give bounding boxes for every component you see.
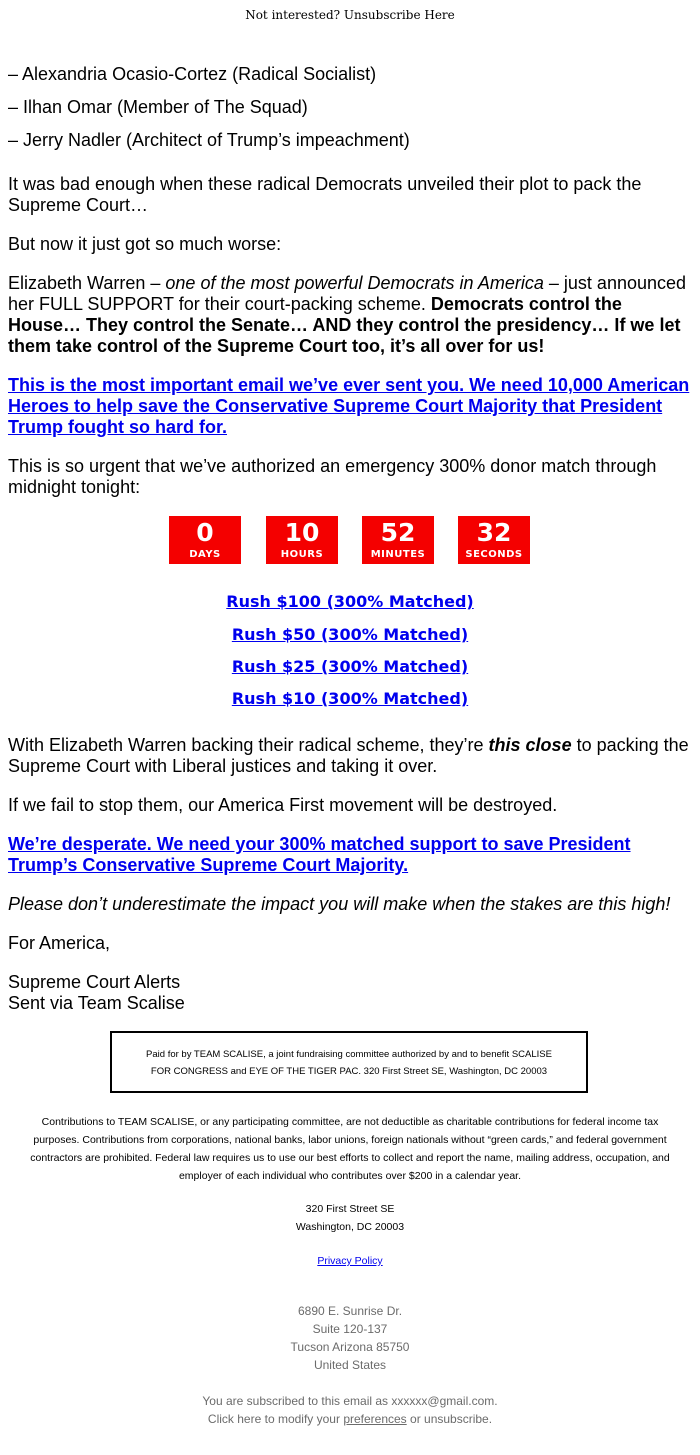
text: .: [494, 1394, 498, 1408]
donate-50-link[interactable]: Rush $50 (300% Matched): [231, 625, 469, 644]
countdown-minutes: [362, 516, 434, 564]
bold-text: Democrats control the: [430, 294, 622, 314]
text: – just announced: [543, 273, 687, 293]
paragraph-line: House… They control the Senate… AND they control the presidency… If we let: [8, 315, 681, 335]
support-appeal-link[interactable]: Trump’s Conservative Supreme Court Majority.: [8, 855, 409, 875]
text: Click here to modify your: [207, 1412, 344, 1426]
disclaimer-line: purposes. Contributions from corporations, national banks, labor unions, foreign nationals without “green cards,” and federal government: [33, 1134, 667, 1146]
paragraph: But now it just got so much worse:: [8, 234, 282, 254]
paid-for-line: FOR CONGRESS and EYE OF THE TIGER PAC. 320 First Street SE, Washington, DC 20003: [150, 1066, 548, 1077]
text: or unsubscribe.: [406, 1412, 493, 1426]
paragraph-line: [8, 273, 692, 294]
privacy-row: [0, 1252, 700, 1270]
support-appeal-link[interactable]: We’re desperate. We need your 300% matched support to save President: [8, 834, 631, 854]
paragraph-line: Supreme Court…: [8, 195, 149, 215]
address-line: Washington, DC 20003: [295, 1221, 405, 1233]
disclaimer-line: contractors are prohibited. Federal law requires us to use our best efforts to collect and report the name, mailing address, occupation, and: [30, 1152, 670, 1164]
main-appeal-link[interactable]: This is the most important email we’ve ever sent you. We need 10,000 American: [8, 375, 690, 395]
emphasis-text: this close: [488, 735, 572, 755]
paid-for-line: Paid for by TEAM SCALISE, a joint fundraising committee authorized by and to benefit SCALISE: [146, 1049, 552, 1060]
mailer-address: [0, 1302, 700, 1374]
main-appeal-link[interactable]: Trump fought so hard for.: [8, 417, 227, 437]
paragraph-line: It was bad enough when these radical Democrats unveiled their plot to pack the: [8, 174, 642, 194]
list-item: – Jerry Nadler (Architect of Trump’s impeachment): [8, 130, 410, 150]
paragraph: If we fail to stop them, our America First movement will be destroyed.: [8, 795, 558, 815]
modify-line: [0, 1410, 700, 1428]
unsubscribe-link[interactable]: Not interested? Unsubscribe Here: [245, 8, 455, 22]
emphasis-text: one of the most powerful Democrats in America: [165, 273, 544, 293]
countdown-value: 52: [380, 518, 416, 547]
countdown-timer: [0, 516, 700, 564]
list-item: – Ilhan Omar (Member of The Squad): [8, 97, 308, 117]
paragraph-line: This is so urgent that we’ve authorized an emergency 300% donor match through: [8, 456, 657, 476]
countdown-hours: [266, 516, 338, 564]
paragraph-line: [8, 735, 692, 756]
preferences-link[interactable]: preferences: [343, 1412, 407, 1426]
paragraph-line: midnight tonight:: [8, 477, 141, 497]
committee-address: [0, 1200, 700, 1236]
countdown-label: SECONDS: [465, 549, 523, 560]
countdown-label: HOURS: [280, 549, 324, 560]
countdown-value: 10: [284, 518, 320, 547]
text: Elizabeth Warren –: [8, 273, 166, 293]
donate-10-link[interactable]: Rush $10 (300% Matched): [231, 689, 469, 708]
text: her FULL SUPPORT for their court-packing scheme.: [8, 294, 431, 314]
paragraph: Please don’t underestimate the impact you will make when the stakes are this high!: [8, 894, 671, 914]
paid-for-disclaimer: [110, 1031, 588, 1093]
paragraph-line: [8, 294, 692, 315]
privacy-policy-link[interactable]: Privacy Policy: [317, 1255, 383, 1267]
address-line: 320 First Street SE: [305, 1203, 395, 1215]
donate-10-row: [0, 689, 700, 708]
address-line: 6890 E. Sunrise Dr.: [297, 1304, 403, 1318]
donate-100-row: [0, 592, 700, 611]
paragraph-line: them take control of the Supreme Court too, it’s all over for us!: [8, 336, 545, 356]
address-line: United States: [313, 1358, 387, 1372]
text: You are subscribed to this email as: [202, 1394, 392, 1408]
subscription-info: [0, 1392, 700, 1428]
disclaimer-line: Contributions to TEAM SCALISE, or any participating committee, are not deductible as charitable contributions for federal income tax: [41, 1116, 659, 1128]
countdown-days: [169, 516, 241, 564]
countdown-seconds: [458, 516, 530, 564]
countdown-label: DAYS: [189, 549, 221, 560]
countdown-value: 0: [196, 518, 214, 547]
contribution-disclaimer: [0, 1113, 700, 1185]
donate-50-row: [0, 625, 700, 644]
disclaimer-line: employer of each individual who contributes over $200 in a calendar year.: [178, 1170, 522, 1182]
donate-25-row: [0, 657, 700, 676]
signature-line: Sent via Team Scalise: [8, 993, 185, 1013]
main-appeal-link[interactable]: Heroes to help save the Conservative Supreme Court Majority that President: [8, 396, 663, 416]
address-line: Suite 120-137: [312, 1322, 388, 1336]
donate-25-link[interactable]: Rush $25 (300% Matched): [231, 657, 469, 676]
signature-line: Supreme Court Alerts: [8, 972, 181, 992]
countdown-value: 32: [476, 518, 512, 547]
paragraph-line: Supreme Court with Liberal justices and taking it over.: [8, 756, 438, 776]
address-line: Tucson Arizona 85750: [290, 1340, 410, 1354]
text: to packing the: [571, 735, 689, 755]
donate-100-link[interactable]: Rush $100 (300% Matched): [226, 592, 474, 611]
text: With Elizabeth Warren backing their radical scheme, they’re: [8, 735, 489, 755]
countdown-label: MINUTES: [370, 549, 426, 560]
list-item: – Alexandria Ocasio-Cortez (Radical Socialist): [8, 64, 377, 84]
subscribed-line: [0, 1392, 700, 1410]
signoff: For America,: [8, 933, 111, 953]
subscriber-email: xxxxxx@gmail.com: [391, 1394, 495, 1408]
